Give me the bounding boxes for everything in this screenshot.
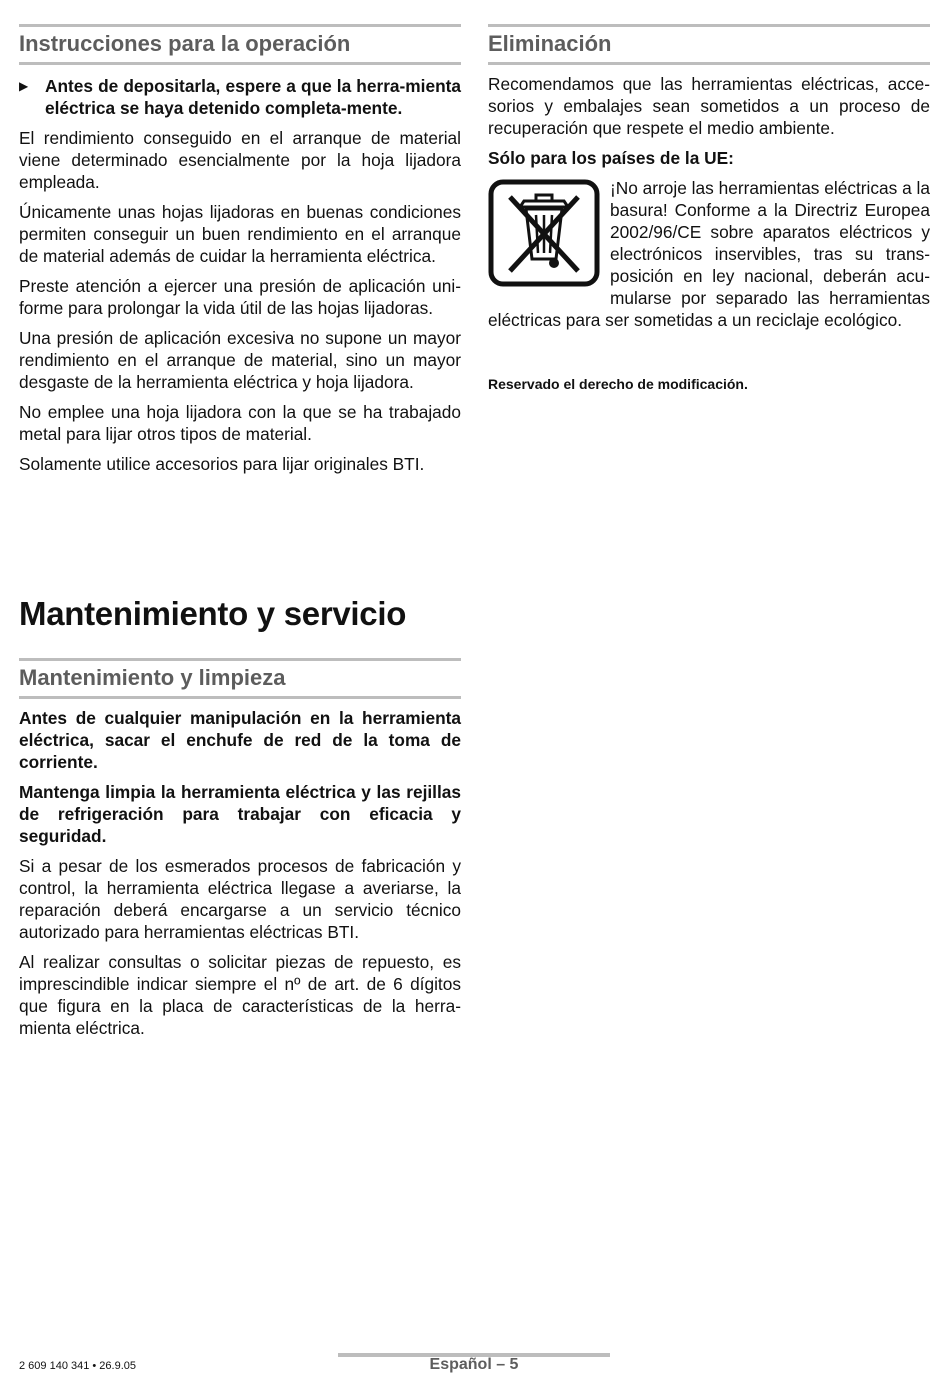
paragraph: Recomendamos que las herramientas eléctricas, accesorios y embalajes sean sometidos a un proceso de recuperación que respete el medio ambiente. xyxy=(488,74,930,138)
paragraph: Únicamente unas hojas lijadoras en buenas condiciones permiten conseguir un buen rendimiento en el arranque de material además de cuidar la herramienta eléctrica. xyxy=(19,202,461,266)
paragraph: Si a pesar de los esmerados procesos de fabricación y control, la herramienta eléctrica llegase a averiarse, la reparación deberá encargarse a un servicio técnico autorizado para herramientas eléctricas BTI. xyxy=(19,856,461,942)
weee-block xyxy=(488,177,930,331)
right-column xyxy=(488,24,930,393)
left-column xyxy=(19,24,461,483)
section-title-cleaning: Mantenimiento y limpieza xyxy=(19,658,461,699)
section-title-operation: Instrucciones para la operación xyxy=(19,24,461,65)
main-title: Mantenimiento y servicio xyxy=(19,595,407,632)
paragraph: Una presión de aplicación excesiva no supone un mayor rendimiento en el arranque de material, sino un mayor desgaste de la herramienta eléctrica y hoja lijadora. xyxy=(19,328,461,392)
document-number: 2 609 140 341 • 26.9.05 xyxy=(19,1360,137,1372)
unplug-warning: Antes de cualquier manipulación en la herramienta eléctrica, sacar el enchufe de red de la toma de corriente. xyxy=(19,708,461,772)
paragraph: Preste atención a ejercer una presión de aplicación uniforme para prolongar la vida útil de las hojas lijadoras. xyxy=(19,276,461,318)
eu-label: Sólo para los países de la UE: xyxy=(488,148,734,168)
triangle-bullet-icon: ▶ xyxy=(19,79,29,93)
paragraph: El rendimiento conseguido en el arranque de material viene determinado esencialmente por la hoja lijadora empleada. xyxy=(19,128,461,192)
crossed-out-wheelie-bin-icon xyxy=(488,179,600,287)
warning-bullet xyxy=(19,75,461,119)
paragraph: Solamente utilice accesorios para lijar originales BTI. xyxy=(19,454,425,474)
paragraph: No emplee una hoja lijadora con la que se ha trabajado metal para lijar otros tipos de material. xyxy=(19,402,461,444)
reserved-notice: Reservado el derecho de modificación. xyxy=(488,376,748,392)
page-label: Español – 5 xyxy=(429,1356,519,1373)
maintenance-section xyxy=(19,594,461,1047)
warning-text: Antes de depositarla, espere a que la herra-mienta eléctrica se haya detenido completa-mente. xyxy=(45,76,461,118)
weee-text: ¡No arroje las herramientas eléctricas a la basura! Conforme a la Directriz Europea 2002/96/CE sobre aparatos eléctricos y electrónicos inservibles, tras su transposición en ley nacional, deberán acumularse por separado las herramientas eléctricas para ser sometidas a un reciclaje ecológico. xyxy=(488,178,930,330)
paragraph: Al realizar consultas o solicitar piezas de repuesto, es imprescindible indicar siempre el nº de art. de 6 dígitos que figura en la placa de características de la herramienta eléctrica. xyxy=(19,952,461,1038)
keep-clean-warning: Mantenga limpia la herramienta eléctrica y las rejillas de refrigeración para trabajar con eficacia y seguridad. xyxy=(19,782,461,846)
section-title-disposal: Eliminación xyxy=(488,24,930,65)
